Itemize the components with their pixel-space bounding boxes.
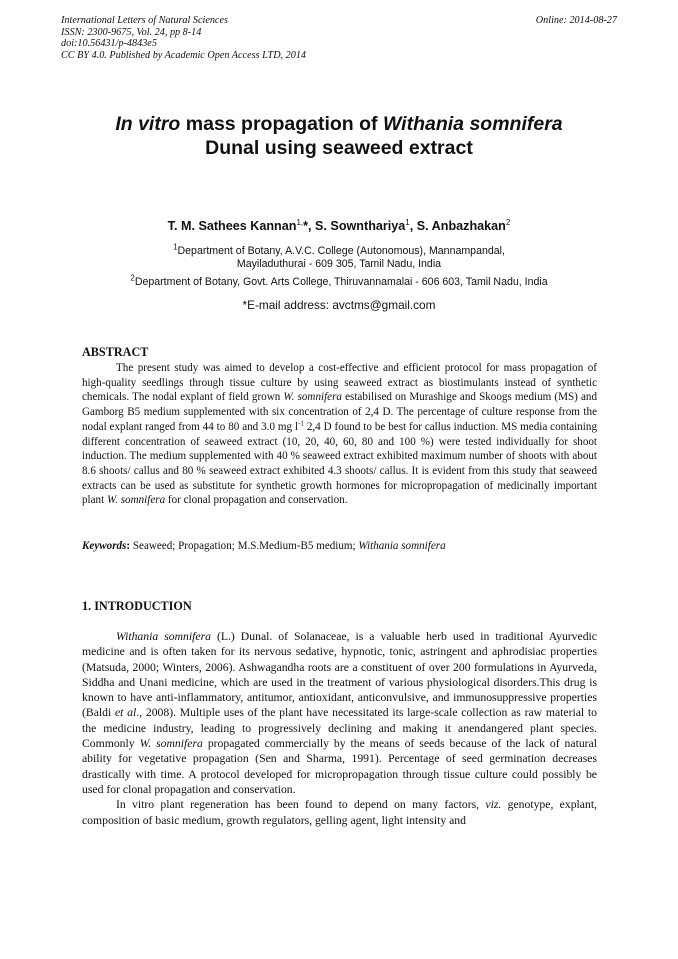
keywords-species: Withania somnifera bbox=[358, 540, 446, 552]
intro-viz: viz. bbox=[485, 798, 502, 812]
journal-name: International Letters of Natural Sciences bbox=[61, 15, 228, 26]
affiliation-1 bbox=[61, 242, 617, 271]
author-3: S. Anbazhakan bbox=[416, 219, 506, 233]
affiliation-2 bbox=[61, 273, 617, 289]
paper-title bbox=[61, 112, 617, 160]
abstract-species-2: W. somnifera bbox=[106, 494, 166, 507]
abstract-species-1: W. somnifera bbox=[283, 391, 342, 404]
title-line2: Dunal using seaweed extract bbox=[205, 137, 473, 159]
author-1-star: * bbox=[303, 219, 309, 233]
keywords bbox=[82, 540, 597, 552]
journal-issn: ISSN: 2300-9675, Vol. 24, pp 8-14 bbox=[61, 26, 202, 38]
abstract-text-2: estabilised on Murashige and Skoogs medium (MS) and Gamborg B5 medium supplemented with six concentration of 2,4 D. The percentage of culture response from the nodal explant ranged from 44 to 80 and 3.0 mg l bbox=[82, 391, 597, 433]
keywords-colon: : bbox=[126, 540, 131, 552]
author-2-sup: 1 bbox=[405, 217, 410, 227]
keywords-label: Keywords bbox=[82, 540, 127, 552]
abstract-text-3: 2,4 D found to be best for callus induction. MS media containing different concentration of seaweed extract (10, 20, 40, 60, 80 and 100 %) were tested individually for shoot induction. The medium supplemented with 40 % seaweed extract exhibited maximum number of shoots with about 8.6 shoots/ callus and 80 % seaweed extract exhibited 4.3 shoots/ callus. It is evident from this study that seaweed extracts can be used as substitute for synthetic growth hormones for micropropagation of medicinally important plant bbox=[82, 420, 597, 507]
intro-text-4: In vitro plant regeneration has been found to depend on many factors, bbox=[116, 798, 486, 812]
affiliation-2-text: Department of Botany, Govt. Arts College, Thiruvannamalai - 606 603, Tamil Nadu, India bbox=[134, 276, 548, 288]
intro-text-5: genotype, explant, composition of basic medium, growth regulators, gelling agent, light intensity and bbox=[82, 798, 597, 827]
title-invitro: In vitro bbox=[115, 113, 181, 135]
intro-paragraph-2 bbox=[82, 797, 597, 828]
corresponding-email: *E-mail address: avctms@gmail.com bbox=[242, 298, 436, 312]
intro-paragraph-1 bbox=[82, 629, 597, 797]
author-separator: , bbox=[409, 219, 417, 233]
abstract-paragraph bbox=[82, 361, 597, 508]
abstract-body bbox=[82, 361, 597, 508]
abstract-text-4: for clonal propagation and conservation. bbox=[165, 494, 348, 507]
intro-etal: et al bbox=[114, 706, 137, 720]
journal-doi: doi:10.56431/p-4843e5 bbox=[61, 38, 157, 49]
introduction-body bbox=[82, 629, 597, 828]
abstract-text-1: The present study was aimed to develop a cost-effective and efficient protocol for mass propagation of high-quality seedlings through tissue culture by using seaweed extract as biostimulants instead of synthetic chemicals. The nodal explant of field grown bbox=[82, 362, 597, 404]
author-1-sup: 1, bbox=[296, 217, 304, 227]
author-separator: , bbox=[308, 219, 316, 233]
author-list bbox=[61, 219, 617, 233]
affiliation-1-line1: Department of Botany, A.V.C. College (Autonomous), Mannampandal, bbox=[177, 245, 505, 257]
introduction-heading: 1. INTRODUCTION bbox=[82, 599, 192, 613]
affiliation-1-line2: Mayiladuthurai - 609 305, Tamil Nadu, India bbox=[236, 258, 442, 270]
affiliation-1-sup: 1 bbox=[173, 242, 178, 252]
intro-species-1: Withania somnifera bbox=[116, 630, 211, 643]
intro-text-1: (L.) Dunal. of Solanaceae, is a valuable herb used in traditional Ayurvedic medicine and is often taken for its nervous sedative, hypnotic, tonic, astringent and aphrodisiac properties (Matsuda, 2000; Winters, 2006). Ashwagandha roots are a constituent of over 200 formulations in Ayurveda, Siddha and Unani medicine, which are used in the treatment of various physiological disorders.This drug is known to have anti-inflammatory, antitumor, antioxidant, anticonvulsive, and immunosuppressive properties (Baldi bbox=[82, 630, 597, 720]
title-species: Withania somnifera bbox=[382, 113, 563, 135]
abstract-heading: ABSTRACT bbox=[82, 345, 149, 359]
intro-species-2: W. somnifera bbox=[139, 737, 203, 751]
intro-text-3: propagated commercially by the means of seeds because of the lack of natural ability for vegetative propagation (Sen and Sharma, 1991). Percentage of seed germination decreases drastically with time. A protocol developed for micropropagation through tissue culture could possibly be used for clonal propagation and conservation. bbox=[82, 737, 597, 796]
journal-header bbox=[61, 15, 617, 61]
author-2: S. Sownthariya bbox=[315, 219, 406, 233]
author-1: T. M. Sathees Kannan bbox=[167, 219, 297, 233]
author-3-sup: 2 bbox=[505, 217, 511, 227]
journal-license: CC BY 4.0. Published by Academic Open Access LTD, 2014 bbox=[61, 49, 307, 61]
keywords-text: Seaweed; Propagation; M.S.Medium-B5 medium; bbox=[130, 540, 359, 552]
abstract-unit-sup: -1 bbox=[298, 419, 304, 428]
title-mid: mass propagation of bbox=[180, 113, 383, 135]
affiliation-2-sup: 2 bbox=[130, 273, 135, 283]
online-date: Online: 2014-08-27 bbox=[535, 15, 617, 26]
intro-text-2: ., 2008). Multiple uses of the plant have necessitated its large-scale collection as raw material to the medicine industry, leading to progressively declining and making it anendangered plant species. Commonly bbox=[82, 706, 597, 751]
